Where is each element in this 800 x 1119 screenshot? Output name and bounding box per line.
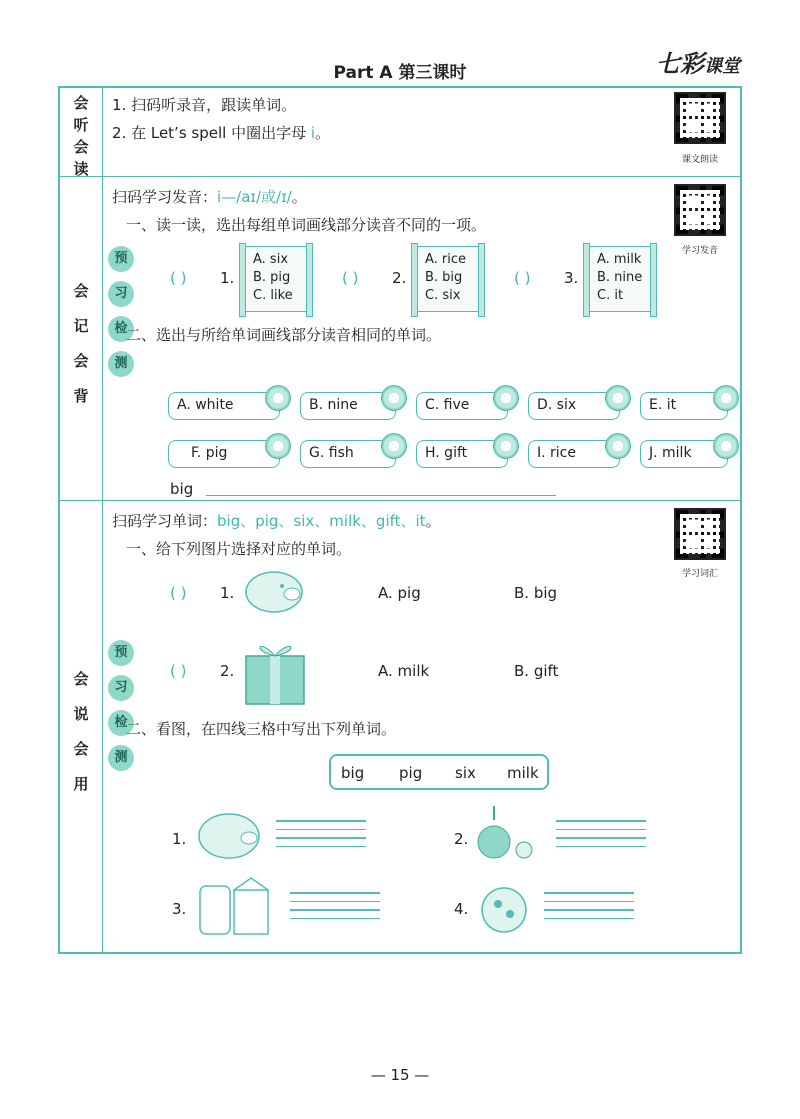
word-card: C. five — [416, 392, 508, 420]
word-intro: 扫码学习单词：big、pig、six、milk、gift、it。 — [112, 512, 441, 530]
answer-blank[interactable]: ( ) — [514, 269, 531, 287]
dice-picture — [474, 878, 534, 938]
flower-icon — [605, 433, 631, 459]
side-label-listen-read: 会 听 会 读 — [73, 94, 89, 178]
option-scroll: A. six B. pig C. like — [244, 246, 308, 312]
option-scroll: A. rice B. big C. six — [416, 246, 480, 312]
big-small-ball-picture — [474, 804, 538, 864]
side-label-speak-use: 会 说 会 用 — [73, 670, 89, 793]
answer-blank[interactable]: ( ) — [170, 269, 187, 287]
word-card: I. rice — [528, 440, 620, 468]
writing-lines[interactable] — [290, 892, 380, 920]
milk-cartons-picture — [194, 874, 274, 938]
flower-icon — [605, 385, 631, 411]
pig-picture — [194, 808, 264, 864]
given-word: big — [170, 480, 194, 498]
word-card: J. milk — [640, 440, 728, 468]
divider — [102, 88, 103, 952]
word-card: A. white — [168, 392, 280, 420]
answer-line[interactable] — [206, 495, 556, 496]
page-title: Part A 第三课时 — [333, 63, 467, 83]
qr-caption: 学习发音 — [681, 246, 718, 256]
gift-picture — [240, 636, 312, 708]
answer-blank[interactable]: ( ) — [170, 662, 187, 680]
sound-intro: 扫码学习发音：i—/aɪ/或/ɪ/。 — [112, 188, 307, 206]
pig-picture — [242, 566, 306, 616]
flower-icon — [713, 433, 739, 459]
preview-check-badges: 预 习 检 测 — [108, 640, 134, 780]
option-scroll: A. milk B. nine C. it — [588, 246, 652, 312]
question-title: 一、读一读，选出每组单词画线部分读音不同的一项。 — [126, 216, 487, 234]
side-label-memorize: 会 记 会 背 — [73, 282, 89, 405]
flower-icon — [493, 385, 519, 411]
word-card: G. fish — [300, 440, 396, 468]
writing-lines[interactable] — [276, 820, 366, 848]
brand-logo: 七彩课堂 — [656, 50, 740, 78]
word-card: D. six — [528, 392, 620, 420]
worksheet-frame: 会 听 会 读 1. 扫码听录音，跟读单词。 2. 在 Let’s spell 中圈出字母 i。 课文朗读 会 记 会 背 扫码学习发音：i—/aɪ/或/ɪ/。 学习发音 一、读一读，选出每组单词画线部分读音不同的一项。 预 习 检 测 ( ) 1. A. six B. pig C. like ( ) 2. A. rice B. big C. six ( ) 3. A. milk B. nine C. it 二、选出与所给单词画线部分读音相同的单词。 A. white B. nine C. five D. six E. it F. pig G. fish H. gift I. rice J. milk big 会 说 会 用 扫码学习单词：big、pig、six、milk、gift、it。 学习词汇 一、给下列图片选择对应的单词。 预 习 检 测 ( ) 1. A. pig B. big ( ) 2. A. milk B. gift 二、看图，在四线三格中写出下列单词。 big pig six milk 1. 2. 3. 4. — [58, 86, 742, 954]
question-title: 一、给下列图片选择对应的单词。 — [126, 540, 352, 558]
flower-icon — [713, 385, 739, 411]
qr-code-icon[interactable] — [674, 92, 726, 144]
instruction-2: 2. 在 Let’s spell 中圈出字母 i。 — [112, 124, 331, 142]
qr-caption: 学习词汇 — [681, 569, 718, 579]
flower-icon — [493, 433, 519, 459]
question-title: 二、选出与所给单词画线部分读音相同的单词。 — [126, 326, 442, 344]
question-title: 二、看图，在四线三格中写出下列单词。 — [126, 720, 397, 738]
flower-icon — [381, 433, 407, 459]
writing-lines[interactable] — [544, 892, 634, 920]
writing-lines[interactable] — [556, 820, 646, 848]
word-card: F. pig — [168, 440, 280, 468]
divider — [60, 500, 740, 501]
word-card: E. it — [640, 392, 728, 420]
page-number: — 15 — — [370, 1066, 430, 1084]
flower-icon — [381, 385, 407, 411]
answer-blank[interactable]: ( ) — [342, 269, 359, 287]
flower-icon — [265, 385, 291, 411]
qr-code-icon[interactable] — [674, 184, 726, 236]
qr-code-icon[interactable] — [674, 508, 726, 560]
preview-check-badges: 预 习 检 测 — [108, 246, 134, 386]
flower-icon — [265, 433, 291, 459]
word-bank: big pig six milk — [329, 754, 549, 790]
qr-caption: 课文朗读 — [681, 155, 718, 165]
word-card: H. gift — [416, 440, 508, 468]
instruction-1: 1. 扫码听录音，跟读单词。 — [112, 96, 297, 114]
divider — [60, 176, 740, 177]
answer-blank[interactable]: ( ) — [170, 584, 187, 602]
word-card: B. nine — [300, 392, 396, 420]
